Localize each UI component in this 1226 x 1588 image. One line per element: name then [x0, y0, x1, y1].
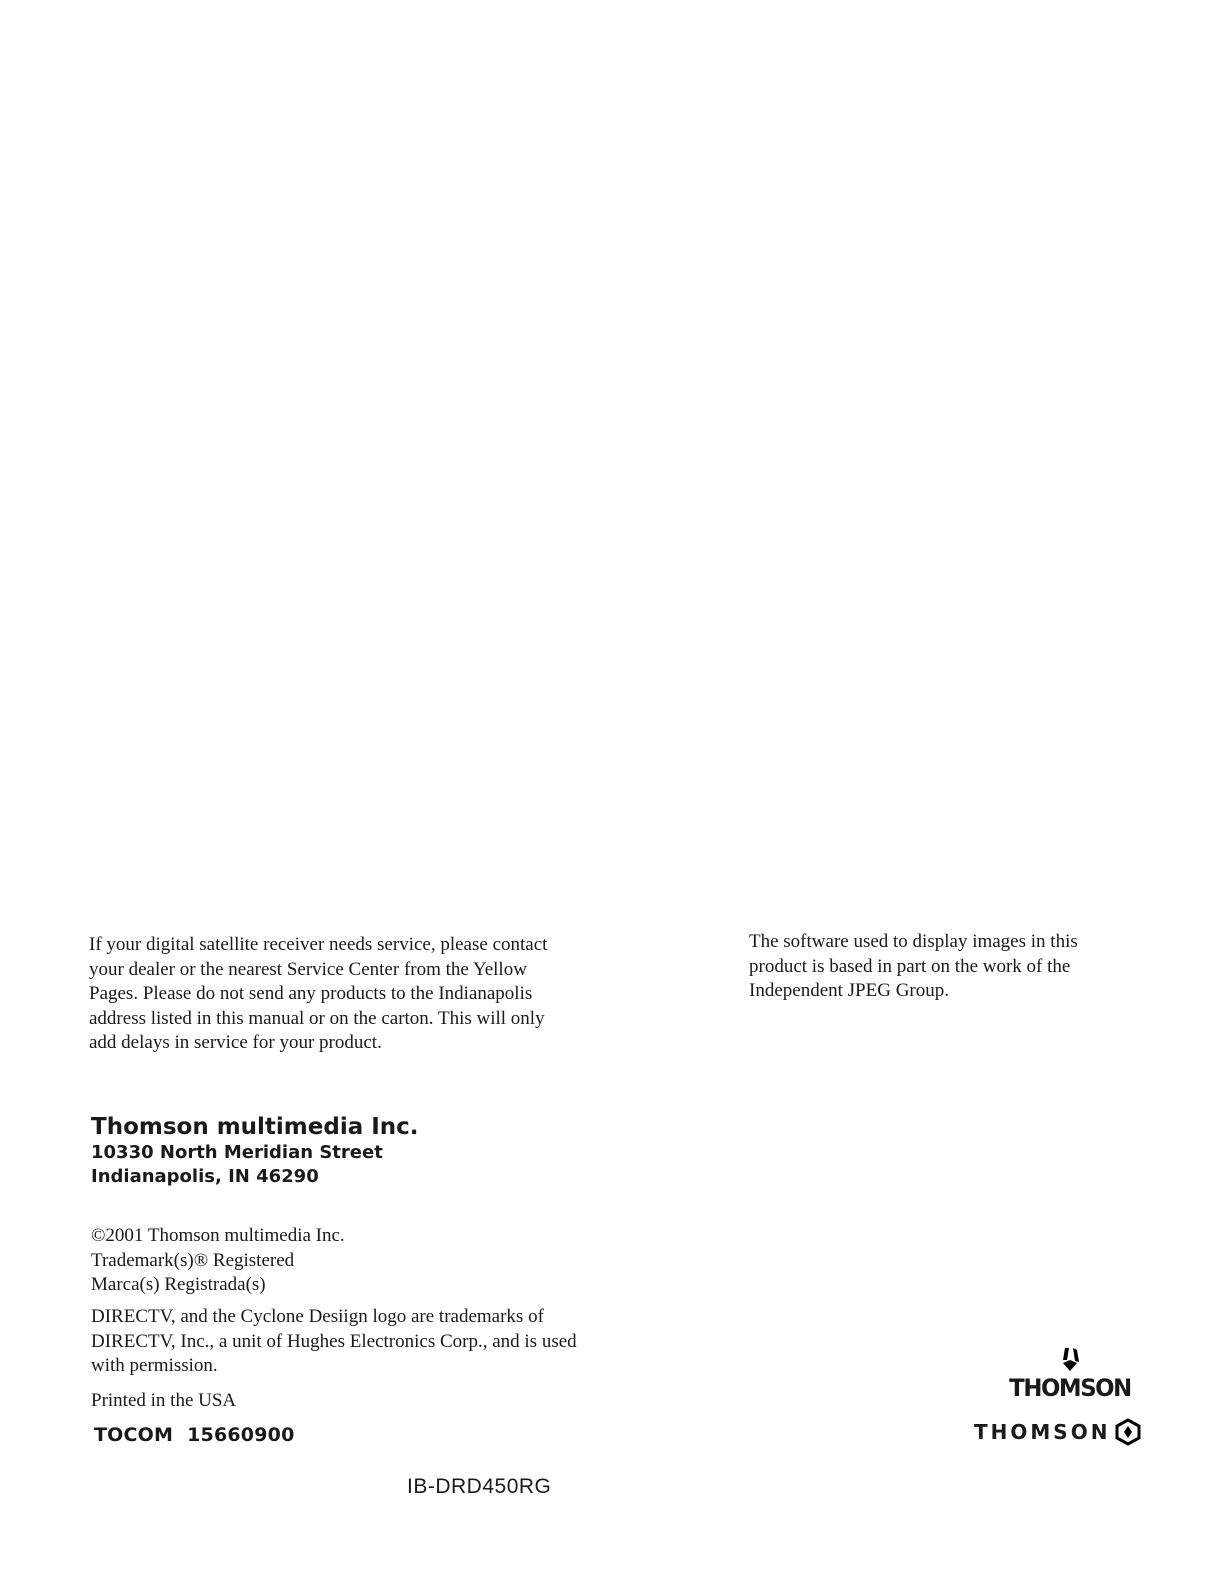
thomson-tripod-icon [1055, 1346, 1085, 1372]
marca-registrada-line: Marca(s) Registrada(s) [91, 1274, 266, 1295]
copyright-block [91, 1224, 345, 1298]
company-name: Thomson multimedia Inc. [91, 1114, 419, 1140]
tocom-number: 15660900 [187, 1424, 295, 1446]
thomson-wordmark-bottom: THOMSON [974, 1420, 1111, 1444]
printed-in-usa: Printed in the USA [91, 1390, 237, 1411]
company-city: Indianapolis, IN 46290 [91, 1166, 319, 1187]
service-notice [89, 933, 649, 1056]
thomson-wordmark-top: THOMSON [1009, 1374, 1131, 1402]
thomson-logo-top [1000, 1346, 1140, 1402]
jpeg-notice [749, 930, 1169, 1004]
jpeg-notice-line: The software used to display images in this [749, 931, 1078, 952]
trademark-notice-line: with permission. [91, 1355, 218, 1376]
copyright-line: ©2001 Thomson multimedia Inc. [91, 1225, 345, 1246]
trademark-registered-line: Trademark(s)® Registered [91, 1249, 295, 1271]
service-notice-line: add delays in service for your product. [89, 1032, 382, 1053]
jpeg-notice-line: product is based in part on the work of the [749, 955, 1071, 977]
tocom-label: TOCOM [94, 1424, 174, 1446]
thomson-hexagon-icon [1114, 1418, 1142, 1446]
trademark-notice-line: DIRECTV, Inc., a unit of Hughes Electronics Corp., and is used [91, 1330, 577, 1352]
tocom-line [94, 1424, 295, 1446]
service-notice-line: Pages. Please do not send any products to the Indianapolis [89, 983, 533, 1004]
jpeg-notice-line: Independent JPEG Group. [749, 980, 949, 1001]
thomson-logo-bottom [974, 1418, 1142, 1446]
trademark-notice-line: DIRECTV, and the Cyclone Desiign logo are trademarks of [91, 1306, 544, 1327]
part-number: IB-DRD450RG [407, 1475, 552, 1498]
service-notice-line: If your digital satellite receiver needs service, please contact [89, 934, 548, 955]
trademark-notice [91, 1305, 671, 1379]
service-notice-line: your dealer or the nearest Service Center from the Yellow [89, 958, 527, 980]
service-notice-line: address listed in this manual or on the carton. This will only [89, 1007, 545, 1029]
company-street: 10330 North Meridian Street [91, 1142, 383, 1163]
